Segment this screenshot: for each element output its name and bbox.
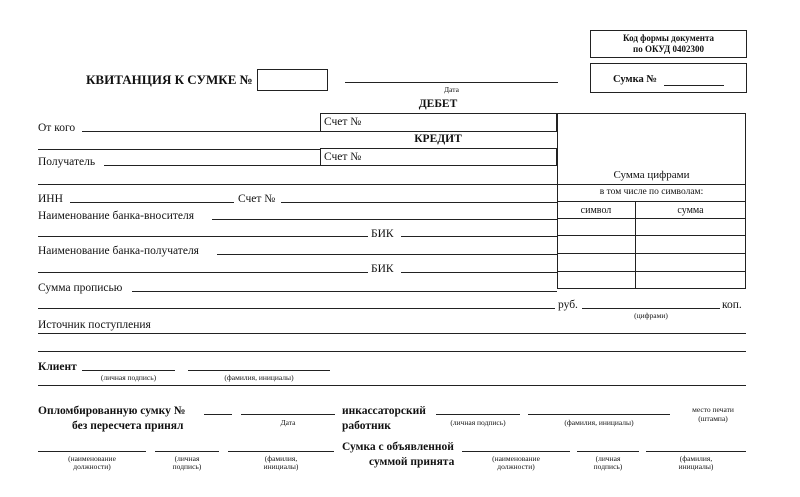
receipt-title: КВИТАНЦИЯ К СУМКЕ № xyxy=(86,72,253,87)
receipt-number-field[interactable] xyxy=(257,69,328,91)
left-position-caption-2: должности) xyxy=(73,462,111,471)
left-name-field[interactable] xyxy=(228,451,334,452)
depositor-bik-field[interactable] xyxy=(401,236,557,237)
sealed-bag-line1: Опломбированную сумку № xyxy=(38,405,186,417)
bag-number-field[interactable] xyxy=(664,85,724,86)
inn-account-label: Счет № xyxy=(238,193,276,205)
client-name-field[interactable] xyxy=(188,370,330,371)
credit-header: КРЕДИТ xyxy=(414,133,462,145)
recipient-bank-label: Наименование банка-получателя xyxy=(38,245,199,257)
right-position-field[interactable] xyxy=(462,451,570,452)
credit-account-label: Счет № xyxy=(324,151,362,163)
cols-header-divider xyxy=(557,218,746,219)
depositor-bank-field-2[interactable] xyxy=(38,236,368,237)
symbol-row-2[interactable] xyxy=(557,253,746,254)
declared-line2: суммой принята xyxy=(369,456,455,468)
depositor-bik-label: БИК xyxy=(371,228,394,240)
sealed-bag-number-field[interactable] xyxy=(204,414,232,415)
inn-account-field[interactable] xyxy=(281,202,557,203)
digits-caption: (цифрами) xyxy=(634,311,668,320)
sum-digits-label: Сумма цифрами xyxy=(613,169,690,181)
depositor-bank-label: Наименование банка-вносителя xyxy=(38,210,195,222)
amount-words-label: Сумма прописью xyxy=(38,282,123,294)
source-field-2[interactable] xyxy=(38,351,746,352)
kop-label: коп. xyxy=(722,299,742,311)
right-signature-field[interactable] xyxy=(577,451,639,452)
left-position-caption-1: (наименование xyxy=(68,454,116,463)
inn-label: ИНН xyxy=(38,193,63,205)
okud-line1: Код формы документа xyxy=(623,33,714,43)
collector-signature-field[interactable] xyxy=(436,414,520,415)
accept-date-field[interactable] xyxy=(241,414,335,415)
sealed-bag-line2: без пересчета принял xyxy=(72,420,184,432)
symbol-row-1[interactable] xyxy=(557,235,746,236)
right-position-caption-2: должности) xyxy=(497,462,535,471)
recipient-field-2[interactable] xyxy=(38,184,557,185)
left-signature-caption-2: подпись) xyxy=(172,462,202,471)
accept-date-caption: Дата xyxy=(280,418,296,427)
recipient-field[interactable] xyxy=(104,165,320,166)
recipient-bik-label: БИК xyxy=(371,263,394,275)
client-name-caption: (фамилия, инициалы) xyxy=(224,373,294,382)
right-name-caption-2: инициалы) xyxy=(678,462,714,471)
collector-line1: инкассаторский xyxy=(342,405,426,417)
incl-symbols-label: в том числе по символам: xyxy=(599,187,704,197)
from-field[interactable] xyxy=(82,131,320,132)
recipient-bank-field-2[interactable] xyxy=(38,272,368,273)
right-name-field[interactable] xyxy=(646,451,746,452)
right-signature-caption-1: (личная xyxy=(595,454,621,463)
debit-header: ДЕБЕТ xyxy=(418,98,458,110)
cols-vertical-divider xyxy=(635,202,636,289)
collector-signature-caption: (личная подпись) xyxy=(450,418,506,427)
collector-name-field[interactable] xyxy=(528,414,670,415)
footer-divider xyxy=(38,385,746,386)
recipient-bank-field[interactable] xyxy=(217,254,557,255)
left-signature-caption-1: (личная xyxy=(174,454,200,463)
client-signature-caption: (личная подпись) xyxy=(100,373,157,382)
left-name-caption-2: инициалы) xyxy=(263,462,299,471)
client-signature-field[interactable] xyxy=(82,370,175,371)
source-field[interactable] xyxy=(38,333,746,334)
right-name-caption-1: (фамилия, xyxy=(679,454,713,463)
from-label: От кого xyxy=(38,122,76,134)
inn-field[interactable] xyxy=(70,202,234,203)
from-field-2[interactable] xyxy=(38,149,320,150)
right-position-caption-1: (наименование xyxy=(492,454,540,463)
collector-line2: работник xyxy=(342,420,391,432)
right-signature-caption-2: подпись) xyxy=(593,462,623,471)
recipient-bik-field[interactable] xyxy=(401,272,557,273)
left-name-caption-1: (фамилия, xyxy=(264,454,298,463)
client-label: Клиент xyxy=(38,361,77,373)
declared-line1: Сумка с объявленной xyxy=(342,441,454,453)
symbols-divider xyxy=(557,201,746,202)
source-label: Источник поступления xyxy=(38,319,151,331)
left-signature-field[interactable] xyxy=(155,451,219,452)
col-symbol: символ xyxy=(580,205,612,216)
left-position-field[interactable] xyxy=(38,451,146,452)
date-field[interactable] xyxy=(345,82,558,83)
recipient-label: Получатель xyxy=(38,156,96,168)
stamp-place-line1: место печати xyxy=(692,405,734,414)
stamp-place-line2: (штампа) xyxy=(698,414,728,423)
amount-words-field-2[interactable] xyxy=(38,308,555,309)
col-sum: сумма xyxy=(677,205,704,216)
depositor-bank-field[interactable] xyxy=(212,219,557,220)
sum-digits-divider xyxy=(557,184,746,185)
symbol-row-3[interactable] xyxy=(557,271,746,272)
date-caption: Дата xyxy=(444,85,459,94)
rub-label: руб. xyxy=(558,299,578,311)
debit-account-label: Счет № xyxy=(324,116,362,128)
collector-name-caption: (фамилия, инициалы) xyxy=(564,418,634,427)
kopecks-field[interactable] xyxy=(582,308,720,309)
okud-line2: по ОКУД 0402300 xyxy=(633,44,704,54)
amount-words-field[interactable] xyxy=(132,291,557,292)
bag-number-label: Сумка № xyxy=(613,74,657,85)
